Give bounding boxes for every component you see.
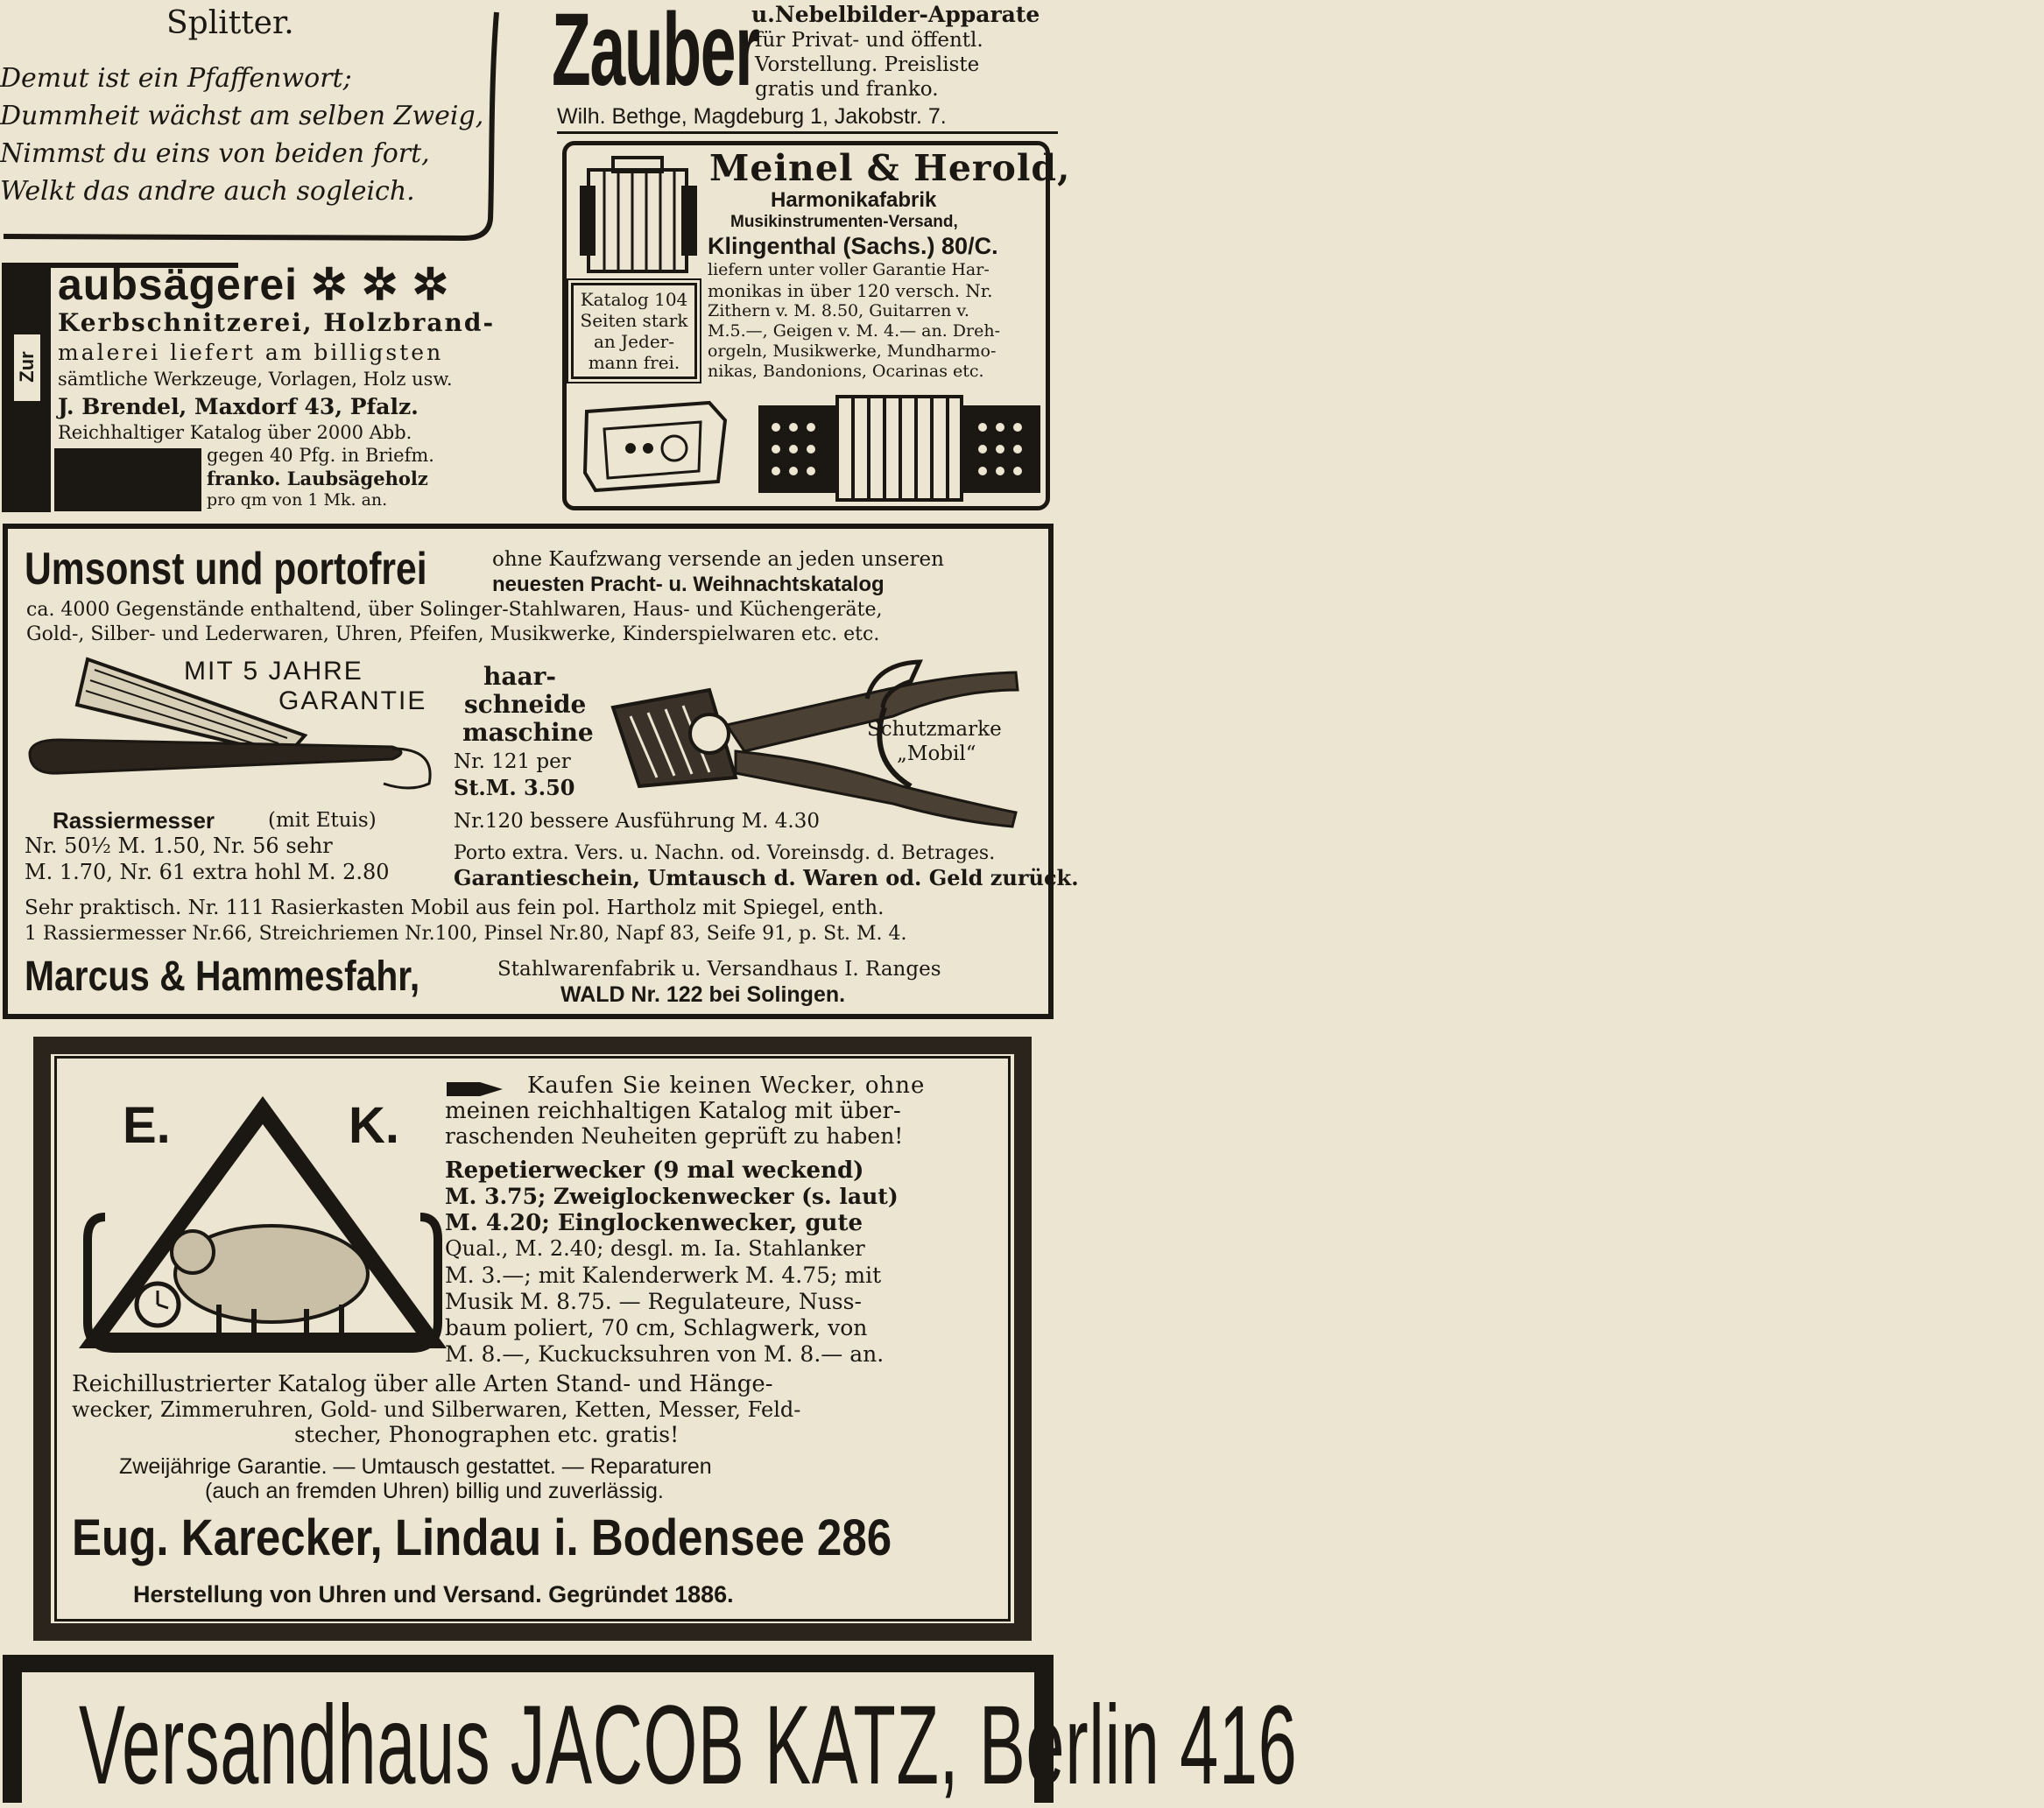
practical-line: Sehr praktisch. Nr. 111 Rasierkasten Mobil aus fein pol. Hartholz mit Spiegel, enth. — [25, 897, 885, 919]
karecker-catalog-line: wecker, Zimmeruhren, Gold- und Silberwaren, Ketten, Messer, Feld- — [72, 1397, 801, 1422]
razor-price: M. 1.70, Nr. 61 extra hohl M. 2.80 — [25, 860, 390, 884]
clipper-image — [604, 655, 1042, 830]
karecker-body-line: M. 8.—, Kuckucksuhren von M. 8.— an. — [445, 1341, 885, 1367]
katz-headline: Versandhaus JACOB KATZ, Berlin 416 — [79, 1683, 1298, 1808]
zauber-side-line: Vorstellung. Preisliste — [755, 53, 980, 76]
marcus-company-right: WALD Nr. 122 bei Solingen. — [560, 982, 846, 1007]
karecker-company: Eug. Karecker, Lindau i. Bodensee 286 — [72, 1509, 892, 1566]
meinel-catalog-box — [571, 283, 697, 379]
meinel-body-line: nikas, Bandonions, Ocarinas etc. — [708, 362, 984, 381]
laubsaegerei-short-line: pro qm von 1 Mk. an. — [207, 490, 388, 510]
karecker-body-line: M. 4.20; Einglockenwecker, gute — [445, 1210, 863, 1236]
poem-title: Splitter. — [166, 5, 294, 41]
clipper-title: maschine — [462, 718, 594, 747]
marcus-headline: Umsonst und portofrei — [25, 544, 427, 594]
laubsaegerei-short-line: franko. Laubsägeholz — [207, 468, 428, 489]
zauber-headline: Zauber — [552, 0, 759, 108]
clipper-title: schneide — [464, 690, 587, 719]
clipper-price: St.M. 3.50 — [454, 775, 575, 800]
karecker-guarantee-line: Zweijährige Garantie. — Umtausch gestattet. — Reparaturen — [119, 1454, 712, 1479]
karecker-body-line: M. 3.75; Zweiglockenwecker (s. laut) — [445, 1184, 899, 1209]
practical-line: 1 Rassiermesser Nr.66, Streichriemen Nr.100, Pinsel Nr.80, Napf 83, Seife 91, p. St. M. 4. — [25, 923, 907, 945]
karecker-body-line: meinen reichhaltigen Katalog mit über- — [445, 1098, 901, 1124]
katz-ad-left-bar — [3, 1672, 22, 1803]
meinel-tagline: Musikinstrumenten-Versand, — [730, 213, 958, 231]
laubsaegerei-short-line: gegen 40 Pfg. in Briefm. — [207, 445, 434, 466]
marcus-intro: Gold-, Silber- und Lederwaren, Uhren, Pfeifen, Musikwerke, Kinderspielwaren etc. etc. — [26, 623, 880, 645]
marcus-company-right: Stahlwarenfabrik u. Versandhaus I. Ranges — [497, 958, 941, 981]
large-accordion-image — [755, 388, 1044, 502]
bandonion-image — [578, 394, 744, 499]
laubsaegerei-inset-block — [54, 448, 201, 511]
karecker-catalog-line: stecher, Phonographen etc. gratis! — [294, 1422, 680, 1447]
meinel-location: Klingenthal (Sachs.) 80/C. — [708, 233, 998, 259]
zauber-side-line: u.Nebelbilder-Apparate — [751, 2, 1040, 27]
meinel-subtitle: Harmonikafabrik — [771, 188, 937, 212]
trademark-name: „Mobil“ — [897, 742, 976, 765]
karecker-footer: Herstellung von Uhren und Versand. Gegründet 1886. — [133, 1581, 734, 1608]
meinel-body-line: monikas in über 120 versch. Nr. — [708, 280, 993, 301]
logo-letter: E. — [123, 1097, 171, 1154]
accordion-image — [578, 151, 701, 282]
logo-letter: K. — [349, 1097, 399, 1154]
clipper-better-model: Nr.120 bessere Ausführung M. 4.30 — [454, 810, 820, 833]
poem-line: Nimmst du eins von beiden fort, — [0, 138, 430, 169]
trademark-label: Schutzmarke — [867, 718, 1002, 741]
clipper-title: haar- — [483, 662, 557, 691]
karecker-body-line: Repetierwecker (9 mal weckend) — [445, 1157, 864, 1184]
laubsaegerei-line: malerei liefert am billigsten — [58, 340, 444, 365]
marcus-head-right: neuesten Pracht- u. Weihnachtskatalog — [492, 573, 885, 596]
catalog-box-line: an Jeder- — [594, 331, 674, 352]
zauber-side-line: für Privat- und öffentl. — [755, 29, 983, 52]
side-tab-label: Zur — [16, 351, 38, 383]
meinel-body-line: M.5.—, Geigen v. M. 4.— an. Dreh- — [708, 321, 1001, 341]
catalog-box-line: Katalog 104 — [580, 289, 688, 310]
laubsaegerei-line: sämtliche Werkzeuge, Vorlagen, Holz usw. — [58, 369, 453, 390]
marcus-company: Marcus & Hammesfahr, — [25, 953, 420, 1000]
laubsaegerei-line: J. Brendel, Maxdorf 43, Pfalz. — [58, 394, 419, 419]
katz-ad-top-bar — [3, 1655, 1054, 1672]
catalog-box-line: Seiten stark — [580, 310, 688, 331]
karecker-body-line: Qual., M. 2.40; desgl. m. Ia. Stahlanker — [445, 1236, 865, 1261]
karecker-guarantee-line: (auch an fremden Uhren) billig und zuverlässig. — [205, 1479, 664, 1503]
karecker-body-line: Kaufen Sie keinen Wecker, ohne — [527, 1073, 926, 1099]
karecker-catalog-line: Reichillustrierter Katalog über alle Arten Stand- und Hänge- — [72, 1371, 773, 1397]
shipping-note: Porto extra. Vers. u. Nachn. od. Voreinsdg. d. Betrages. — [454, 842, 996, 864]
guarantee-label: MIT 5 JAHRE — [184, 657, 363, 686]
zauber-address: Wilh. Bethge, Magdeburg 1, Jakobstr. 7. — [557, 104, 947, 129]
laubsaegerei-line: Reichhaltiger Katalog über 2000 Abb. — [58, 422, 412, 443]
karecker-body-line: baum poliert, 70 cm, Schlagwerk, von — [445, 1315, 868, 1340]
catalog-box-line: mann frei. — [588, 352, 680, 373]
meinel-title: Meinel & Herold, — [709, 147, 1071, 189]
razor-price: Nr. 50½ M. 1.50, Nr. 56 sehr — [25, 834, 333, 858]
karecker-body-line: Musik M. 8.75. — Regulateure, Nuss- — [445, 1289, 862, 1314]
poem-line: Demut ist ein Pfaffenwort; — [0, 63, 352, 94]
poem-line: Welkt das andre auch sogleich. — [0, 176, 415, 207]
laubsaegerei-line: Kerbschnitzerei, Holzbrand- — [58, 308, 496, 337]
poem-line: Dummheit wächst am selben Zweig, — [0, 101, 484, 131]
zauber-divider — [557, 131, 1058, 134]
razor-subtitle: (mit Etuis) — [268, 809, 377, 832]
razor-title: Rassiermesser — [53, 807, 215, 834]
garantieschein-note: Garantieschein, Umtausch d. Waren od. Geld zurück. — [454, 865, 1079, 890]
meinel-body-line: liefern unter voller Garantie Har- — [708, 260, 990, 279]
karecker-body-line: raschenden Neuheiten geprüft zu haben! — [445, 1123, 904, 1149]
zauber-side-line: gratis und franko. — [755, 78, 939, 101]
marcus-intro: ca. 4000 Gegenstände enthaltend, über Solinger-Stahlwaren, Haus- und Küchengeräte, — [26, 599, 883, 621]
marcus-head-right: ohne Kaufzwang versende an jeden unseren — [492, 548, 944, 571]
karecker-body-line: M. 3.—; mit Kalenderwerk M. 4.75; mit — [445, 1263, 882, 1288]
laubsaegerei-headline: aubsägerei ✲ ✲ ✲ — [58, 260, 450, 309]
clipper-price: Nr. 121 per — [454, 750, 571, 773]
meinel-body-line: orgeln, Musikwerke, Mundharmo- — [708, 341, 997, 361]
guarantee-label: GARANTIE — [278, 686, 427, 715]
meinel-body-line: Zithern v. M. 8.50, Guitarren v. — [708, 301, 969, 320]
